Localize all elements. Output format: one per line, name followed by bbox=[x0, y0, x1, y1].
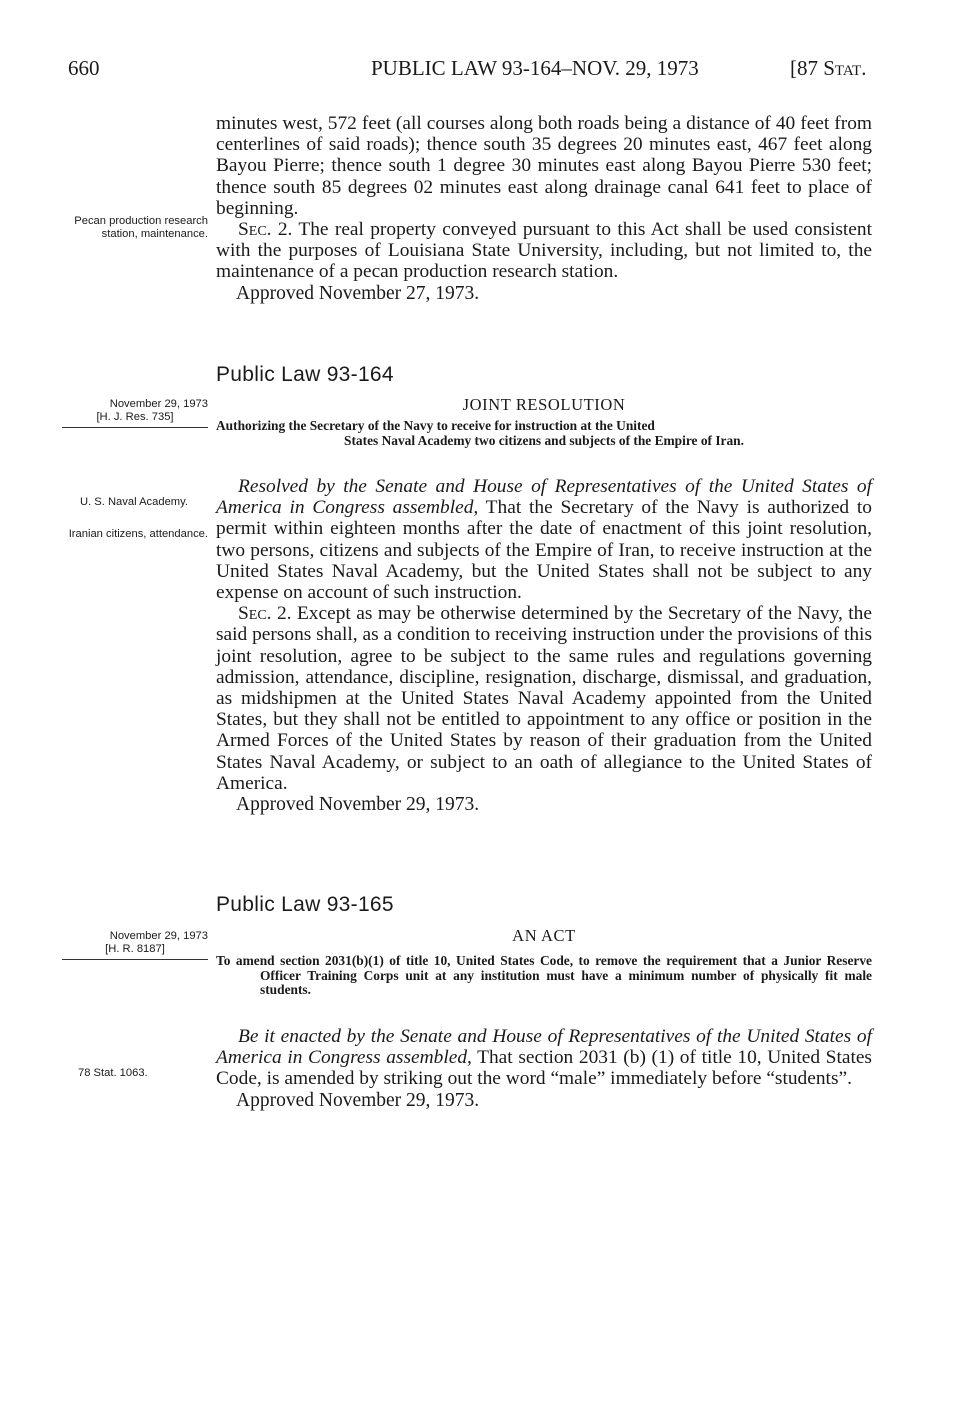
law-165-dateline bbox=[62, 930, 208, 956]
law-165-text bbox=[216, 1026, 872, 1090]
page-number: 660 bbox=[68, 56, 100, 80]
header-title: PUBLIC LAW 93-164–NOV. 29, 1973 bbox=[371, 56, 699, 80]
law-165-bill: [H. R. 8187] bbox=[105, 943, 165, 955]
law-164-dateline bbox=[62, 398, 208, 424]
law-165-body-text: That section 2031 (b) (1) of title 10, United States Code, is amended by striking out the word “male” immediately before “students”. bbox=[216, 1047, 872, 1090]
law-164-title: Public Law 93-164 bbox=[216, 363, 394, 386]
margin-note-78-stat: 78 Stat. 1063. bbox=[78, 1067, 148, 1079]
law-165-body bbox=[216, 1026, 872, 1111]
law-165-approved: Approved November 29, 1973. bbox=[236, 1089, 480, 1111]
law-165-date: November 29, 1973 bbox=[109, 930, 208, 942]
running-header bbox=[0, 56, 954, 86]
law-164-summary-line1: Authorizing the Secretary of the Navy to receive for instruction at the United bbox=[216, 418, 655, 433]
law-165-title: Public Law 93-165 bbox=[216, 893, 394, 916]
law-164-kind: JOINT RESOLUTION bbox=[462, 395, 626, 414]
law-164-approved: Approved November 29, 1973. bbox=[236, 794, 480, 816]
law-164-summary-line2: States Naval Academy two citizens and subjects of the Empire of Iran. bbox=[344, 432, 744, 448]
volume-suffix: Stat. bbox=[823, 56, 867, 80]
continuation-block bbox=[216, 113, 872, 304]
law-165-kind: AN ACT bbox=[512, 926, 576, 945]
law-165-rule bbox=[62, 959, 208, 960]
law-164-summary bbox=[216, 419, 872, 448]
law-165-summary-text: To amend section 2031(b)(1) of title 10, United States Code, to remove the requirement that a Junior Reserve Officer Training Corps unit at any institution must have a minimum number of physically fit male students. bbox=[216, 953, 872, 998]
margin-note-naval-academy: U. S. Naval Academy. bbox=[80, 496, 188, 508]
header-volume bbox=[790, 56, 866, 81]
volume-prefix: [87 bbox=[790, 56, 824, 80]
law-164-body bbox=[216, 476, 872, 815]
law-164-rule bbox=[62, 427, 208, 428]
sec2-label: Sec. 2. bbox=[238, 219, 293, 241]
margin-note-iranian: Iranian citizens, attendance. bbox=[68, 528, 208, 540]
law-164-sec2-label: Sec. 2. bbox=[238, 603, 292, 625]
law-165-enacting: Be it enacted by the Senate and House of Representatives of the United States of America in Congress assembled, bbox=[216, 1026, 872, 1069]
law-164-enacting: Resolved by the Senate and House of Representatives of the United States of America in Congress assembled, bbox=[216, 476, 872, 519]
sec2-text: The real property conveyed pursuant to this Act shall be used consistent with the purposes of Louisiana State University, including, but not limited to, the maintenance of a pecan production research station. bbox=[216, 219, 872, 283]
continuation-text: minutes west, 572 feet (all courses along both roads being a distance of 40 feet from centerlines of said roads); thence south 35 degrees 20 minutes east, 467 feet along Bayou Pierre; thence south 1 degree 30 minutes east along Bayou Pierre 530 feet; thence south 85 degrees 02 minutes east along drainage canal 641 feet to place of beginning. bbox=[216, 113, 872, 219]
law-164-sec2-text: Except as may be otherwise determined by the Secretary of the Navy, the said persons shall, as a condition to receiving instruction under the provisions of this joint resolution, agree to be subject to the same rules and regulations governing admission, attendance, discipline, resignation, discharge, dismissal, and graduation, as midshipmen at the United States Naval Academy appointed from the United States, but they shall not be entitled to appointment to any office or position in the Armed Forces of the United States by reason of their graduation from the United States Naval Academy, or subject to an oath of allegiance to the United States of America. bbox=[216, 603, 872, 794]
law-164-bill: [H. J. Res. 735] bbox=[96, 411, 174, 423]
continuation-sec2 bbox=[216, 219, 872, 283]
law-164-sec2 bbox=[216, 603, 872, 794]
margin-note-pecan: Pecan production research station, maintenance. bbox=[74, 215, 208, 240]
law-164-date: November 29, 1973 bbox=[109, 398, 208, 410]
law-165-summary bbox=[216, 954, 872, 998]
approved-line: Approved November 27, 1973. bbox=[236, 282, 480, 304]
law-164-sec1 bbox=[216, 476, 872, 603]
law-164-sec1-text: That the Secretary of the Navy is authorized to permit within eighteen months after the date of enactment of this joint resolution, two persons, citizens and subjects of the Empire of Iran, to receive instruction at the United States Naval Academy, but the United States shall not be subject to any expense on account of such instruction. bbox=[216, 497, 872, 604]
